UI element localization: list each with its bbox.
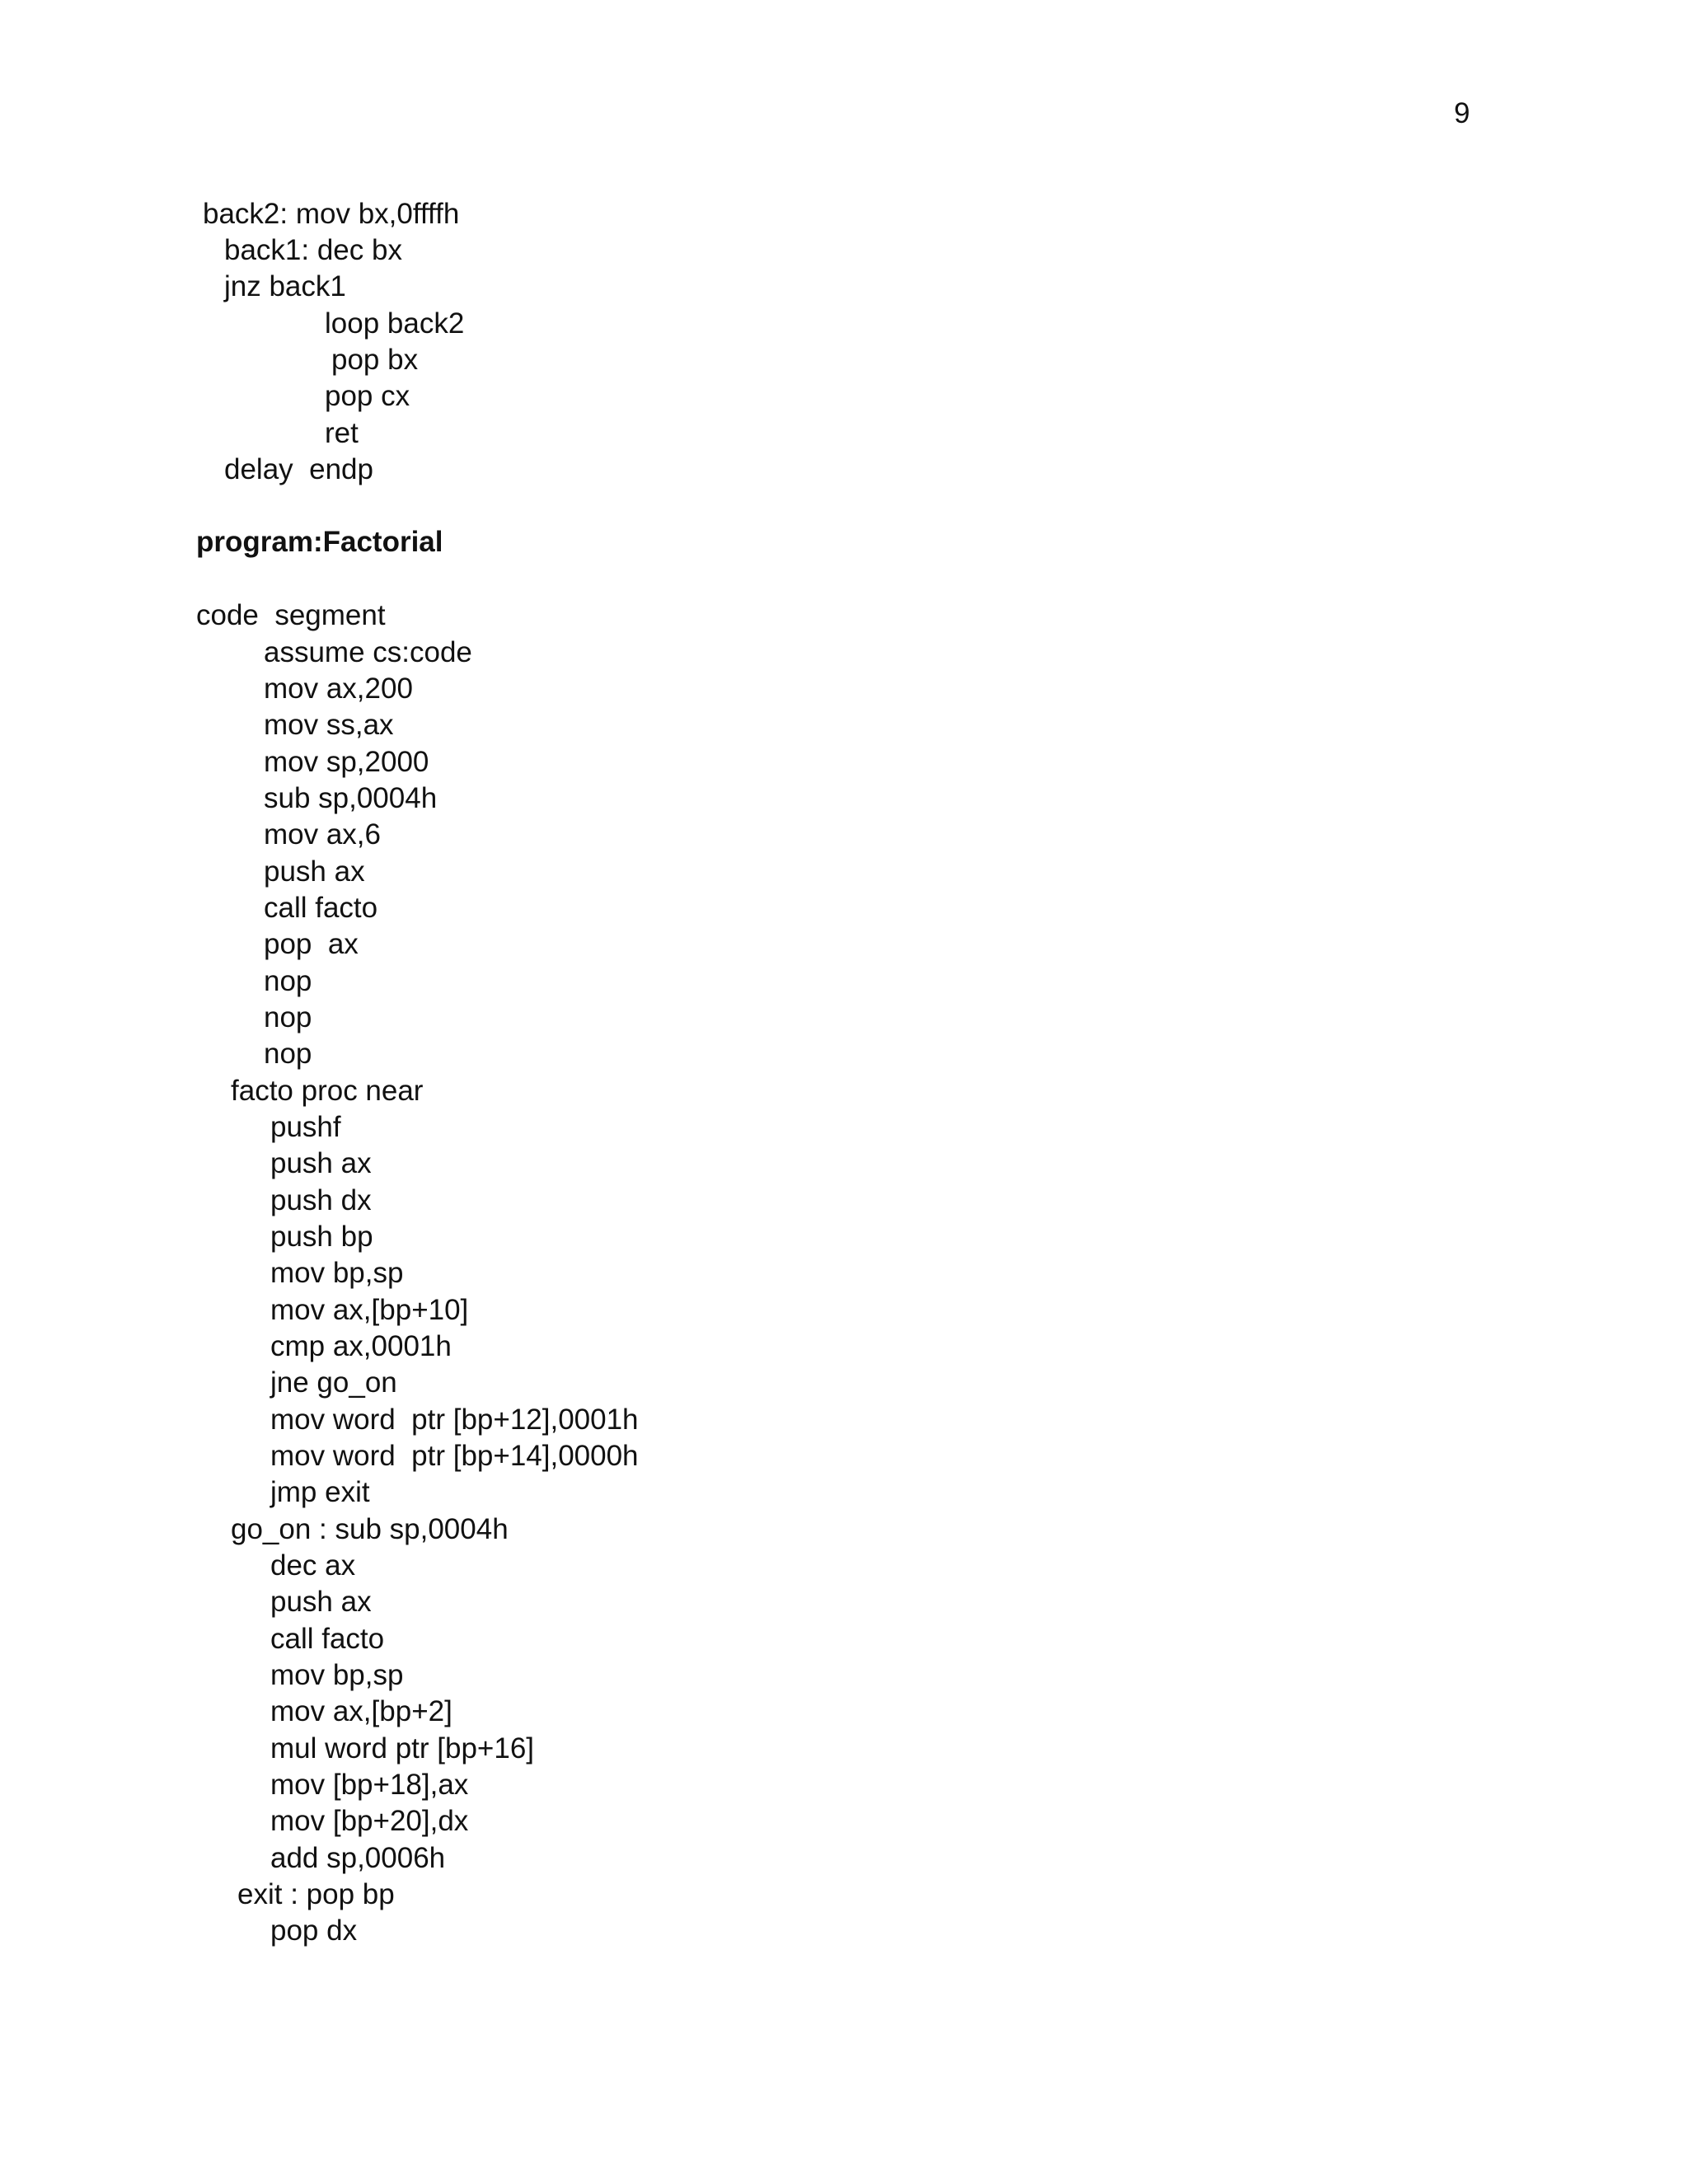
- code-line: pop bx: [331, 344, 419, 376]
- code-line: mov [bp+18],ax: [270, 1769, 469, 1801]
- code-line: pop ax: [264, 928, 359, 960]
- code-line: push bp: [270, 1221, 373, 1253]
- code-line: go_on : sub sp,0004h: [231, 1513, 509, 1545]
- code-line: mov ax,[bp+10]: [270, 1294, 469, 1326]
- code-line: push ax: [270, 1147, 372, 1179]
- code-line: pop dx: [270, 1915, 358, 1947]
- code-line: mov bp,sp: [270, 1659, 404, 1691]
- code-line: mov bp,sp: [270, 1257, 404, 1289]
- code-line: add sp,0006h: [270, 1842, 446, 1874]
- code-line: mov ax,[bp+2]: [270, 1695, 452, 1727]
- code-line: loop back2: [325, 307, 465, 340]
- code-line: facto proc near: [231, 1075, 424, 1107]
- code-line: mov ax,6: [264, 818, 381, 851]
- code-line: assume cs:code: [264, 636, 472, 668]
- code-line: mov ax,200: [264, 673, 413, 705]
- code-line: call facto: [264, 892, 378, 924]
- page-number: 9: [1454, 97, 1470, 129]
- code-line: call facto: [270, 1623, 385, 1655]
- code-line: pushf: [270, 1111, 341, 1143]
- code-line: mul word ptr [bp+16]: [270, 1732, 535, 1765]
- code-line: sub sp,0004h: [264, 782, 438, 814]
- code-line: cmp ax,0001h: [270, 1330, 452, 1362]
- code-line: push ax: [270, 1586, 372, 1618]
- code-line: jmp exit: [270, 1476, 370, 1508]
- code-line: ret: [325, 417, 359, 449]
- code-line: mov word ptr [bp+12],0001h: [270, 1404, 639, 1436]
- code-line: dec ax: [270, 1549, 356, 1582]
- code-line: pop cx: [325, 380, 410, 412]
- code-line: back1: dec bx: [224, 234, 402, 266]
- code-line: exit : pop bp: [237, 1878, 395, 1910]
- code-line: mov [bp+20],dx: [270, 1805, 469, 1837]
- code-line: jne go_on: [270, 1366, 397, 1399]
- code-line: delay endp: [224, 453, 373, 485]
- code-line: push dx: [270, 1184, 372, 1216]
- code-line: jnz back1: [224, 270, 346, 302]
- code-line: mov ss,ax: [264, 709, 394, 741]
- program-heading: program:Factorial: [196, 526, 443, 558]
- code-line: mov sp,2000: [264, 746, 429, 778]
- code-line: back2: mov bx,0ffffh: [203, 198, 460, 230]
- code-line: mov word ptr [bp+14],0000h: [270, 1440, 639, 1472]
- code-line: nop: [264, 1001, 312, 1033]
- code-line: nop: [264, 965, 312, 997]
- code-line: nop: [264, 1038, 312, 1070]
- code-line: push ax: [264, 855, 365, 888]
- code-line: code segment: [196, 599, 386, 631]
